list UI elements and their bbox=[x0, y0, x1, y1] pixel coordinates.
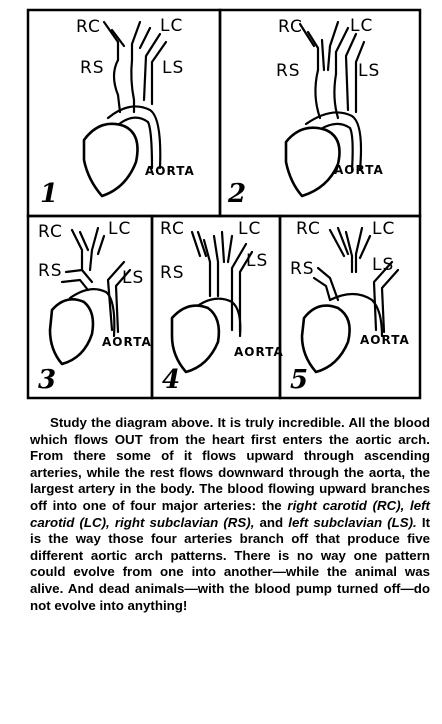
label-rs: RS bbox=[290, 259, 315, 279]
label-rc: RC bbox=[278, 17, 303, 37]
panel-1-number: 1 bbox=[40, 179, 59, 209]
label-rs: RS bbox=[160, 263, 185, 283]
panel-1-heart bbox=[84, 124, 138, 196]
label-aorta: AORTA bbox=[360, 333, 410, 347]
label-lc: LC bbox=[350, 16, 374, 36]
label-lc: LC bbox=[160, 16, 184, 36]
label-ls: LS bbox=[358, 61, 381, 81]
label-rc: RC bbox=[76, 17, 101, 37]
panel-4-heart bbox=[172, 306, 219, 372]
label-aorta: AORTA bbox=[234, 345, 284, 359]
label-aorta: AORTA bbox=[334, 163, 384, 177]
term-right-carotid: right carotid (RC), bbox=[287, 497, 405, 513]
panel-2 bbox=[227, 16, 384, 209]
panel-5-number: 5 bbox=[290, 365, 309, 395]
panel-2-number: 2 bbox=[228, 179, 247, 209]
panel-4 bbox=[160, 219, 284, 395]
panel-1 bbox=[40, 16, 195, 209]
caption-paragraph bbox=[30, 415, 430, 614]
label-aorta: AORTA bbox=[145, 164, 195, 178]
caption-intro: Study the diagram above. It is truly incredible. All the blood which flows OUT from the heart first enters the aortic arch. From there some of it flows upward through ascending arteries, while the rest flows downward through the aorta, the largest artery in the body. The blood flowing upward branches off into one of four major arteries: the bbox=[30, 415, 430, 513]
caption-sep: and bbox=[254, 514, 289, 530]
label-ls: LS bbox=[372, 255, 395, 275]
label-aorta: AORTA bbox=[102, 335, 152, 349]
term-right-subclavian: right subclavian (RS), bbox=[114, 514, 255, 530]
label-ls: LS bbox=[122, 268, 145, 288]
label-ls: LS bbox=[162, 58, 185, 78]
label-rs: RS bbox=[80, 58, 105, 78]
label-lc: LC bbox=[108, 219, 132, 239]
label-lc: LC bbox=[238, 219, 262, 239]
label-lc: LC bbox=[372, 219, 396, 239]
panel-3-heart bbox=[50, 299, 93, 364]
label-rs: RS bbox=[276, 61, 301, 81]
panel-3 bbox=[38, 219, 152, 395]
panel-4-number: 4 bbox=[162, 365, 181, 395]
term-left-subclavian: left subclavian (LS). bbox=[288, 514, 417, 530]
label-rc: RC bbox=[38, 222, 63, 242]
panel-2-heart bbox=[286, 128, 340, 196]
caption bbox=[30, 415, 430, 614]
label-ls: LS bbox=[246, 251, 269, 271]
panel-5 bbox=[290, 219, 410, 395]
caption-outro: It is the way those four arteries branch off that produce five different aortic arch patterns. There is no way one pattern could evolve from one into another—while the animal was alive. And dead animals—with the blood pump turned off—do not evolve into anything! bbox=[30, 514, 431, 613]
label-rc: RC bbox=[160, 219, 185, 239]
term-left-carotid: left carotid (LC), bbox=[30, 497, 430, 530]
label-rc: RC bbox=[296, 219, 321, 239]
panel-3-number: 3 bbox=[38, 365, 57, 395]
panel-5-heart bbox=[302, 306, 350, 372]
label-rs: RS bbox=[38, 261, 63, 281]
